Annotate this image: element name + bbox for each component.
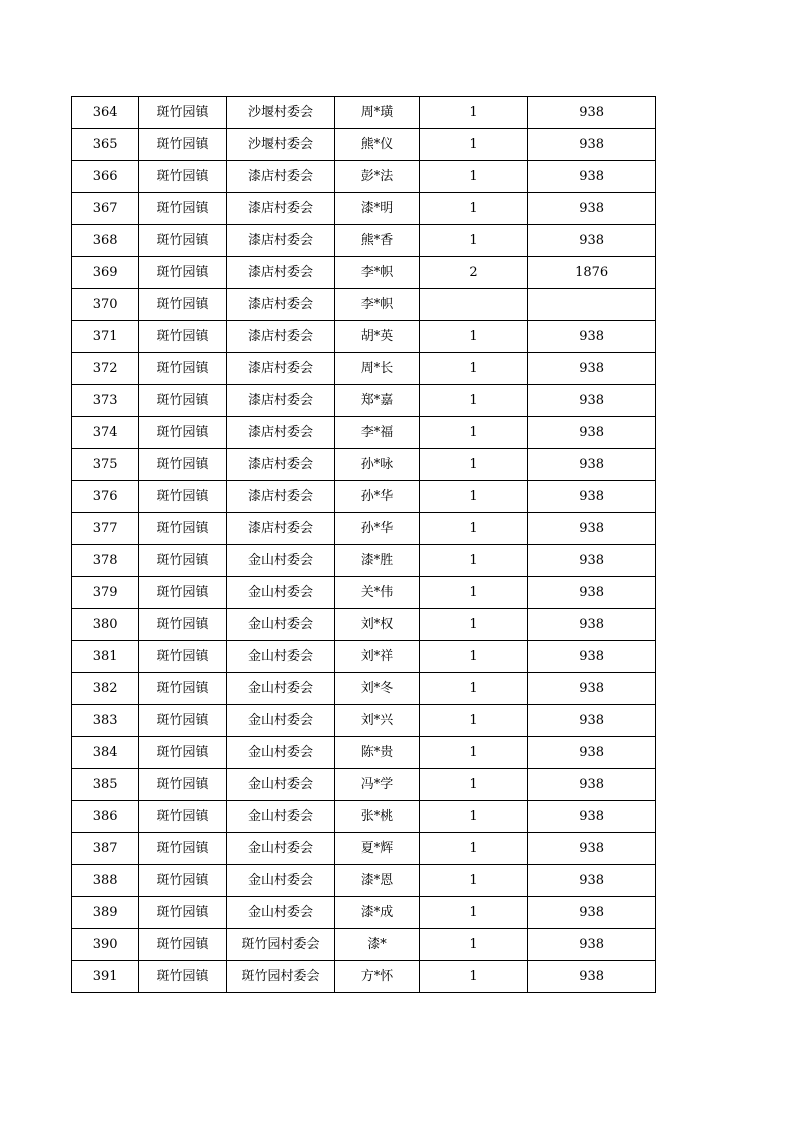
name-cell: 李*帜 xyxy=(335,289,419,321)
village-committee-cell: 漆店村委会 xyxy=(226,289,335,321)
name-cell: 熊*香 xyxy=(335,225,419,257)
person-count-cell: 1 xyxy=(419,353,528,385)
name-cell: 孙*华 xyxy=(335,513,419,545)
table-row xyxy=(72,705,656,737)
table-row xyxy=(72,129,656,161)
person-count-cell: 1 xyxy=(419,705,528,737)
person-count-cell: 1 xyxy=(419,897,528,929)
village-committee-cell: 漆店村委会 xyxy=(226,225,335,257)
town-cell: 斑竹园镇 xyxy=(139,929,226,961)
village-committee-cell: 漆店村委会 xyxy=(226,161,335,193)
name-cell: 刘*冬 xyxy=(335,673,419,705)
amount-cell: 938 xyxy=(528,641,656,673)
town-cell: 斑竹园镇 xyxy=(139,385,226,417)
amount-cell: 938 xyxy=(528,513,656,545)
amount-cell: 938 xyxy=(528,609,656,641)
name-cell: 刘*权 xyxy=(335,609,419,641)
amount-cell: 938 xyxy=(528,705,656,737)
person-count-cell: 1 xyxy=(419,513,528,545)
row-number-cell: 368 xyxy=(72,225,139,257)
row-number-cell: 364 xyxy=(72,97,139,129)
town-cell: 斑竹园镇 xyxy=(139,449,226,481)
village-committee-cell: 漆店村委会 xyxy=(226,257,335,289)
person-count-cell: 1 xyxy=(419,929,528,961)
table-row xyxy=(72,929,656,961)
person-count-cell: 1 xyxy=(419,737,528,769)
person-count-cell: 1 xyxy=(419,481,528,513)
row-number-cell: 372 xyxy=(72,353,139,385)
person-count-cell: 1 xyxy=(419,641,528,673)
amount-cell: 938 xyxy=(528,449,656,481)
town-cell: 斑竹园镇 xyxy=(139,481,226,513)
name-cell: 郑*嘉 xyxy=(335,385,419,417)
name-cell: 漆*明 xyxy=(335,193,419,225)
row-number-cell: 367 xyxy=(72,193,139,225)
village-committee-cell: 金山村委会 xyxy=(226,897,335,929)
person-count-cell: 1 xyxy=(419,161,528,193)
name-cell: 刘*兴 xyxy=(335,705,419,737)
name-cell: 刘*祥 xyxy=(335,641,419,673)
village-committee-cell: 漆店村委会 xyxy=(226,353,335,385)
row-number-cell: 386 xyxy=(72,801,139,833)
row-number-cell: 387 xyxy=(72,833,139,865)
village-committee-cell: 金山村委会 xyxy=(226,801,335,833)
name-cell: 漆* xyxy=(335,929,419,961)
person-count-cell: 1 xyxy=(419,961,528,993)
town-cell: 斑竹园镇 xyxy=(139,193,226,225)
table-row xyxy=(72,193,656,225)
table-row xyxy=(72,481,656,513)
town-cell: 斑竹园镇 xyxy=(139,897,226,929)
town-cell: 斑竹园镇 xyxy=(139,129,226,161)
amount-cell: 938 xyxy=(528,673,656,705)
town-cell: 斑竹园镇 xyxy=(139,961,226,993)
amount-cell: 938 xyxy=(528,737,656,769)
name-cell: 漆*胜 xyxy=(335,545,419,577)
table-row xyxy=(72,833,656,865)
table-row xyxy=(72,897,656,929)
table-row xyxy=(72,97,656,129)
amount-cell: 938 xyxy=(528,801,656,833)
town-cell: 斑竹园镇 xyxy=(139,705,226,737)
amount-cell: 938 xyxy=(528,865,656,897)
row-number-cell: 381 xyxy=(72,641,139,673)
village-committee-cell: 漆店村委会 xyxy=(226,513,335,545)
town-cell: 斑竹园镇 xyxy=(139,161,226,193)
amount-cell: 938 xyxy=(528,481,656,513)
name-cell: 李*帜 xyxy=(335,257,419,289)
row-number-cell: 384 xyxy=(72,737,139,769)
village-committee-cell: 漆店村委会 xyxy=(226,417,335,449)
table-row xyxy=(72,545,656,577)
village-committee-cell: 漆店村委会 xyxy=(226,481,335,513)
row-number-cell: 376 xyxy=(72,481,139,513)
row-number-cell: 378 xyxy=(72,545,139,577)
name-cell: 漆*成 xyxy=(335,897,419,929)
table-row xyxy=(72,225,656,257)
row-number-cell: 366 xyxy=(72,161,139,193)
amount-cell: 938 xyxy=(528,417,656,449)
row-number-cell: 388 xyxy=(72,865,139,897)
town-cell: 斑竹园镇 xyxy=(139,833,226,865)
amount-cell: 938 xyxy=(528,577,656,609)
row-number-cell: 379 xyxy=(72,577,139,609)
name-cell: 冯*学 xyxy=(335,769,419,801)
table-row xyxy=(72,289,656,321)
town-cell: 斑竹园镇 xyxy=(139,737,226,769)
table-row xyxy=(72,577,656,609)
village-committee-cell: 金山村委会 xyxy=(226,769,335,801)
table-row xyxy=(72,449,656,481)
table-row xyxy=(72,641,656,673)
village-committee-cell: 金山村委会 xyxy=(226,609,335,641)
table-row xyxy=(72,385,656,417)
town-cell: 斑竹园镇 xyxy=(139,289,226,321)
town-cell: 斑竹园镇 xyxy=(139,801,226,833)
town-cell: 斑竹园镇 xyxy=(139,225,226,257)
table-row xyxy=(72,737,656,769)
name-cell: 孙*华 xyxy=(335,481,419,513)
village-committee-cell: 漆店村委会 xyxy=(226,321,335,353)
row-number-cell: 371 xyxy=(72,321,139,353)
amount-cell: 938 xyxy=(528,929,656,961)
village-committee-cell: 金山村委会 xyxy=(226,545,335,577)
table-row xyxy=(72,961,656,993)
village-committee-cell: 漆店村委会 xyxy=(226,193,335,225)
table-row xyxy=(72,321,656,353)
amount-cell: 938 xyxy=(528,161,656,193)
amount-cell: 938 xyxy=(528,225,656,257)
village-committee-cell: 沙堰村委会 xyxy=(226,129,335,161)
row-number-cell: 369 xyxy=(72,257,139,289)
town-cell: 斑竹园镇 xyxy=(139,609,226,641)
town-cell: 斑竹园镇 xyxy=(139,321,226,353)
table-row xyxy=(72,609,656,641)
table-row xyxy=(72,801,656,833)
table-row xyxy=(72,417,656,449)
town-cell: 斑竹园镇 xyxy=(139,577,226,609)
person-count-cell: 1 xyxy=(419,673,528,705)
village-committee-cell: 漆店村委会 xyxy=(226,449,335,481)
name-cell: 周*长 xyxy=(335,353,419,385)
person-count-cell: 1 xyxy=(419,769,528,801)
town-cell: 斑竹园镇 xyxy=(139,97,226,129)
village-committee-cell: 金山村委会 xyxy=(226,673,335,705)
person-count-cell: 1 xyxy=(419,577,528,609)
amount-cell: 938 xyxy=(528,833,656,865)
village-committee-cell: 金山村委会 xyxy=(226,833,335,865)
name-cell: 夏*辉 xyxy=(335,833,419,865)
person-count-cell: 1 xyxy=(419,449,528,481)
person-count-cell: 1 xyxy=(419,193,528,225)
row-number-cell: 373 xyxy=(72,385,139,417)
village-committee-cell: 金山村委会 xyxy=(226,641,335,673)
name-cell: 周*璜 xyxy=(335,97,419,129)
village-committee-cell: 斑竹园村委会 xyxy=(226,961,335,993)
name-cell: 孙*咏 xyxy=(335,449,419,481)
person-count-cell: 1 xyxy=(419,801,528,833)
village-committee-cell: 金山村委会 xyxy=(226,577,335,609)
person-count-cell: 1 xyxy=(419,865,528,897)
person-count-cell: 1 xyxy=(419,609,528,641)
row-number-cell: 370 xyxy=(72,289,139,321)
amount-cell: 938 xyxy=(528,353,656,385)
village-committee-cell: 金山村委会 xyxy=(226,865,335,897)
row-number-cell: 365 xyxy=(72,129,139,161)
table-row xyxy=(72,673,656,705)
amount-cell xyxy=(528,289,656,321)
table-row xyxy=(72,257,656,289)
name-cell: 方*怀 xyxy=(335,961,419,993)
village-committee-cell: 金山村委会 xyxy=(226,737,335,769)
name-cell: 胡*英 xyxy=(335,321,419,353)
amount-cell: 938 xyxy=(528,961,656,993)
village-committee-cell: 漆店村委会 xyxy=(226,385,335,417)
amount-cell: 938 xyxy=(528,545,656,577)
person-count-cell xyxy=(419,289,528,321)
name-cell: 张*桃 xyxy=(335,801,419,833)
amount-cell: 1876 xyxy=(528,257,656,289)
village-committee-cell: 金山村委会 xyxy=(226,705,335,737)
person-count-cell: 1 xyxy=(419,129,528,161)
person-count-cell: 1 xyxy=(419,833,528,865)
table-row xyxy=(72,865,656,897)
person-count-cell: 1 xyxy=(419,385,528,417)
town-cell: 斑竹园镇 xyxy=(139,769,226,801)
row-number-cell: 375 xyxy=(72,449,139,481)
row-number-cell: 383 xyxy=(72,705,139,737)
row-number-cell: 380 xyxy=(72,609,139,641)
table-row xyxy=(72,353,656,385)
amount-cell: 938 xyxy=(528,385,656,417)
row-number-cell: 382 xyxy=(72,673,139,705)
town-cell: 斑竹园镇 xyxy=(139,257,226,289)
town-cell: 斑竹园镇 xyxy=(139,545,226,577)
village-committee-cell: 沙堰村委会 xyxy=(226,97,335,129)
town-cell: 斑竹园镇 xyxy=(139,353,226,385)
row-number-cell: 377 xyxy=(72,513,139,545)
town-cell: 斑竹园镇 xyxy=(139,673,226,705)
beneficiary-table xyxy=(71,96,656,993)
person-count-cell: 1 xyxy=(419,225,528,257)
person-count-cell: 2 xyxy=(419,257,528,289)
name-cell: 熊*仪 xyxy=(335,129,419,161)
row-number-cell: 389 xyxy=(72,897,139,929)
row-number-cell: 374 xyxy=(72,417,139,449)
person-count-cell: 1 xyxy=(419,545,528,577)
name-cell: 陈*贵 xyxy=(335,737,419,769)
name-cell: 李*福 xyxy=(335,417,419,449)
amount-cell: 938 xyxy=(528,193,656,225)
town-cell: 斑竹园镇 xyxy=(139,865,226,897)
row-number-cell: 391 xyxy=(72,961,139,993)
table-row xyxy=(72,161,656,193)
amount-cell: 938 xyxy=(528,97,656,129)
amount-cell: 938 xyxy=(528,769,656,801)
amount-cell: 938 xyxy=(528,129,656,161)
name-cell: 彭*法 xyxy=(335,161,419,193)
table-row xyxy=(72,513,656,545)
person-count-cell: 1 xyxy=(419,97,528,129)
table-row xyxy=(72,769,656,801)
row-number-cell: 385 xyxy=(72,769,139,801)
name-cell: 漆*恩 xyxy=(335,865,419,897)
person-count-cell: 1 xyxy=(419,321,528,353)
town-cell: 斑竹园镇 xyxy=(139,513,226,545)
person-count-cell: 1 xyxy=(419,417,528,449)
town-cell: 斑竹园镇 xyxy=(139,641,226,673)
amount-cell: 938 xyxy=(528,321,656,353)
table-body xyxy=(72,97,656,993)
amount-cell: 938 xyxy=(528,897,656,929)
row-number-cell: 390 xyxy=(72,929,139,961)
name-cell: 关*伟 xyxy=(335,577,419,609)
village-committee-cell: 斑竹园村委会 xyxy=(226,929,335,961)
town-cell: 斑竹园镇 xyxy=(139,417,226,449)
